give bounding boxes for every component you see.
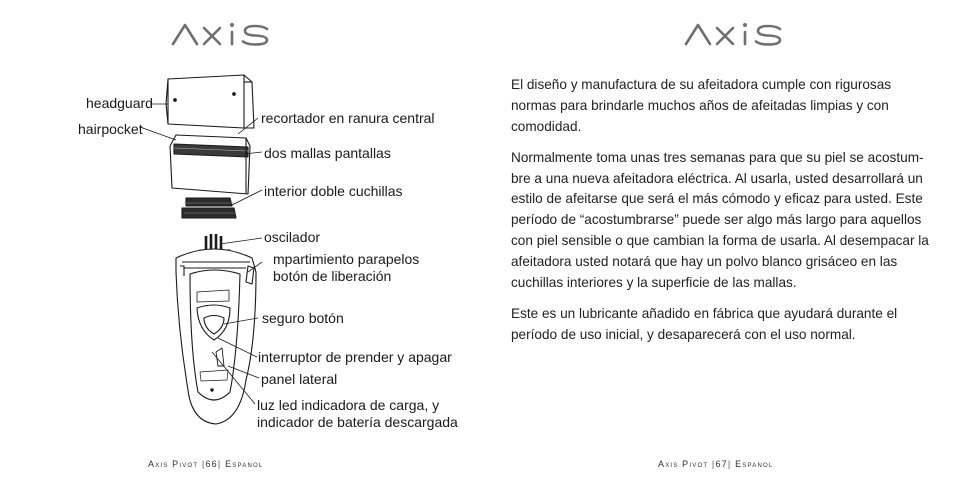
right-page <box>477 0 954 477</box>
footer-language: Espanol <box>225 459 264 469</box>
footer-page-number: 67 <box>715 459 728 469</box>
label-oscillator: oscilador <box>264 229 321 245</box>
label-trimmer: recortador en ranura central <box>261 110 435 126</box>
paragraph-1: El diseño y manufactura de su afeitadora cumple con rigurosas normas para brindarle muchos años de afeitadas limpias y con comodidad. <box>511 77 892 134</box>
label-release-line1: mpartimiento parapelos <box>273 251 420 267</box>
label-foils: dos mallas pantallas <box>264 145 391 161</box>
footer-page-number: 66 <box>205 459 218 469</box>
axis-logo-mark <box>684 20 784 48</box>
label-headguard: headguard <box>86 95 153 111</box>
label-lock: seguro botón <box>262 310 344 326</box>
label-panel: panel lateral <box>261 371 338 387</box>
label-hairpocket: hairpocket <box>78 121 143 137</box>
footer-left: Axis Pivot |66| Espanol <box>148 459 264 469</box>
footer-right: Axis Pivot |67| Espanol <box>658 459 774 469</box>
inner-cutters-part <box>182 198 236 218</box>
paragraph-2: Normalmente toma unas tres semanas para que su piel se acostum-bre a una nueva afeitadora eléctrica. Al usarla, usted desarrollará un estilo de afeitarse que será el más cómodo y eficaz para usted. Este período de “acostumbrarse” puede ser algo más largo para aquellos con piel sensible o que cambian la forma de usarla. Al desempacar la afeitadora usted notará que hay un polvo blanco grisáceo en las cuchillas interiores y la superficie de las mallas. <box>511 149 929 290</box>
paragraph-3: Este es un lubricante añadido en fábrica que ayudará durante el período de uso inicial, y desaparecerá con el uso normal. <box>511 305 898 342</box>
axis-logo <box>684 20 784 48</box>
footer-product: Axis Pivot <box>148 459 199 469</box>
body-text <box>511 75 931 356</box>
label-switch: interruptor de prender y apagar <box>258 349 452 365</box>
label-led-line1: luz led indicadora de carga, y <box>257 397 440 413</box>
label-release-line2: botón de liberación <box>273 268 392 284</box>
foil-head-part <box>170 135 250 194</box>
label-led-line2: indicador de batería descargada <box>257 414 458 430</box>
label-cutters: interior doble cuchillas <box>264 183 403 199</box>
shaver-body-part <box>176 249 256 424</box>
footer-product: Axis Pivot <box>658 459 709 469</box>
headguard-part <box>166 75 254 128</box>
footer-language: Espanol <box>735 459 774 469</box>
